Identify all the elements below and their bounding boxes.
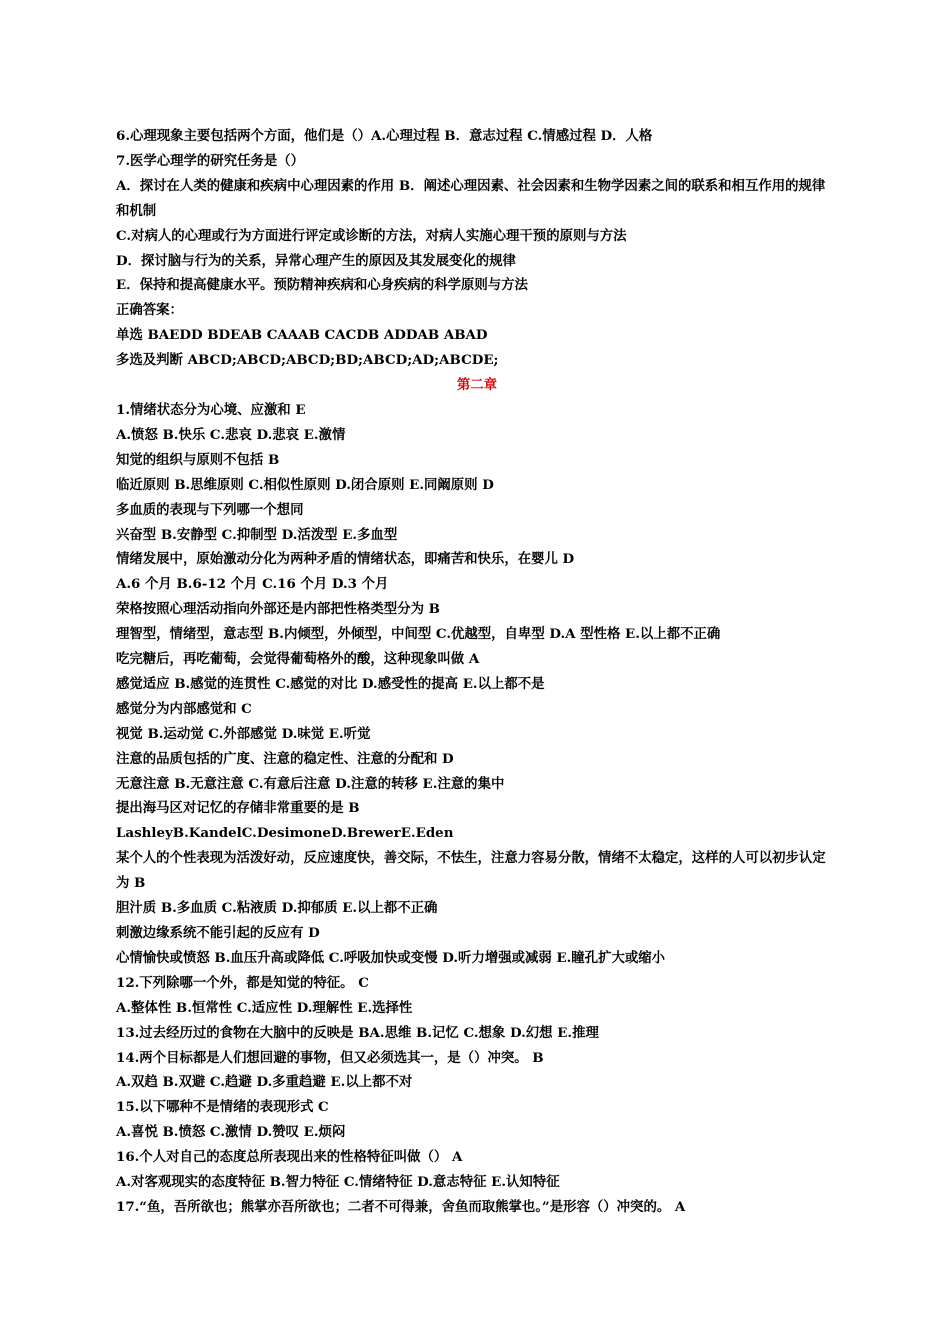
text-line: LashleyB.KandelC.DesimoneD.BrewerE.Eden <box>116 825 454 842</box>
text-line: 临近原则 B.思维原则 C.相似性原则 D.闭合原则 E.同阚原则 D <box>116 476 494 493</box>
text-line: 无意注意 B.无意注意 C.有意后注意 D.注意的转移 E.注意的集中 <box>116 775 505 792</box>
text-line: 吃完糖后，再吃葡萄，会觉得葡萄格外的酸，这种现象叫做 A <box>116 651 480 668</box>
text-line: 感觉适应 B.感觉的连贯性 C.感觉的对比 D.感受性的提高 E.以上都不是 <box>116 675 545 692</box>
text-line: 16.个人对自己的态度总所表现出来的性格特征叫做（） A <box>116 1149 463 1166</box>
text-line: 1.情绪状态分为心境、应激和 E <box>116 401 306 418</box>
text-line: 理智型，情绪型，意志型 B.内倾型，外倾型，中间型 C.优越型，自卑型 D.A 型性格 E.以上都不正确 <box>116 626 721 643</box>
lines-bottom <box>116 398 838 1220</box>
text-line: A.6 个月 B.6-12 个月 C.16 个月 D.3 个月 <box>116 576 389 593</box>
text-line: E．保持和提高健康水平。预防精神疾病和心身疾病的科学原则与方法 <box>116 277 528 294</box>
text-line: A.双趋 B.双避 C.趋避 D.多重趋避 E.以上都不对 <box>116 1074 413 1091</box>
text-line: C.对病人的心理或行为方面进行评定或诊断的方法，对病人实施心理干预的原则与方法 <box>116 227 627 244</box>
text-line: 12.下列除哪一个外，都是知觉的特征。 C <box>116 974 369 991</box>
text-line: 荣格按照心理活动指向外部还是内部把性格类型分为 B <box>116 601 440 618</box>
text-line: 某个人的个性表现为活泼好动，反应速度快，善交际，不怯生，注意力容易分散，情绪不太稳定，这样的人可以初步认定为 B <box>116 850 826 892</box>
text-line: 知觉的组织与原则不包括 B <box>116 451 280 468</box>
chapter-title: 第二章 <box>456 377 498 394</box>
text-line: 6.心理现象主要包括两个方面，他们是（）A.心理过程 B．意志过程 C.情感过程 D．人格 <box>116 128 653 144</box>
text-line: 提出海马区对记忆的存储非常重要的是 B <box>116 800 360 817</box>
text-line: A．探讨在人类的健康和疾病中心理因素的作用 B．阐述心理因素、社会因素和生物学因素之间的联系和相互作用的规律和机制 <box>116 177 826 219</box>
text-line: 感觉分为内部感觉和 C <box>116 700 252 717</box>
text-line: 单选 BAEDD BDEAB CAAAB CACDB ADDAB ABAD <box>116 327 488 344</box>
text-line: 17.“鱼，吾所欲也；熊掌亦吾所欲也；二者不可得兼，舍鱼而取熊掌也。”是形容（）冲突的。 A <box>116 1198 686 1215</box>
text-line: 多血质的表现与下列哪一个想同 <box>116 501 304 518</box>
text-line: 视觉 B.运动觉 C.外部感觉 D.味觉 E.听觉 <box>116 725 371 742</box>
text-line: 注意的品质包括的广度、注意的稳定性、注意的分配和 D <box>116 750 454 767</box>
document-body <box>116 124 838 1220</box>
text-line: 13.过去经历过的食物在大脑中的反映是 BA.思维 B.记忆 C.想象 D.幻想 E.推理 <box>116 1024 599 1041</box>
text-line: 15.以下哪种不是情绪的表现形式 C <box>116 1099 329 1116</box>
lines-top <box>116 124 838 373</box>
text-line: 情绪发展中，原始激动分化为两种矛盾的情绪状态，即痛苦和快乐，在婴儿 D <box>116 551 575 568</box>
text-line: A.喜悦 B.愤怒 C.激情 D.赞叹 E.烦闷 <box>116 1124 346 1141</box>
text-line: A.愤怒 B.快乐 C.悲哀 D.悲哀 E.激情 <box>116 426 346 443</box>
text-line: 正确答案： <box>116 302 183 319</box>
text-line: 心情愉快或愤怒 B.血压升高或降低 C.呼吸加快或变慢 D.听力增强或减弱 E.瞳孔扩大或缩小 <box>116 949 666 966</box>
text-line: D．探讨脑与行为的关系，异常心理产生的原因及其发展变化的规律 <box>116 252 516 269</box>
text-line: A.对客观现实的态度特征 B.智力特征 C.情绪特征 D.意志特征 E.认知特征 <box>116 1174 560 1191</box>
text-line: 多选及判断 ABCD;ABCD;ABCD;BD;ABCD;AD;ABCDE; <box>116 352 499 369</box>
text-line: 兴奋型 B.安静型 C.抑制型 D.活泼型 E.多血型 <box>116 526 398 543</box>
text-line: 胆汁质 B.多血质 C.粘液质 D.抑郁质 E.以上都不正确 <box>116 900 438 917</box>
text-line: 14.两个目标都是人们想回避的事物，但又必须选其一，是（）冲突。 B <box>116 1049 544 1066</box>
text-line: 7.医学心理学的研究任务是（） <box>116 152 305 169</box>
text-line: A.整体性 B.恒常性 C.适应性 D.理解性 E.选择性 <box>116 999 413 1016</box>
text-line: 刺激边缘系统不能引起的反应有 D <box>116 925 320 941</box>
